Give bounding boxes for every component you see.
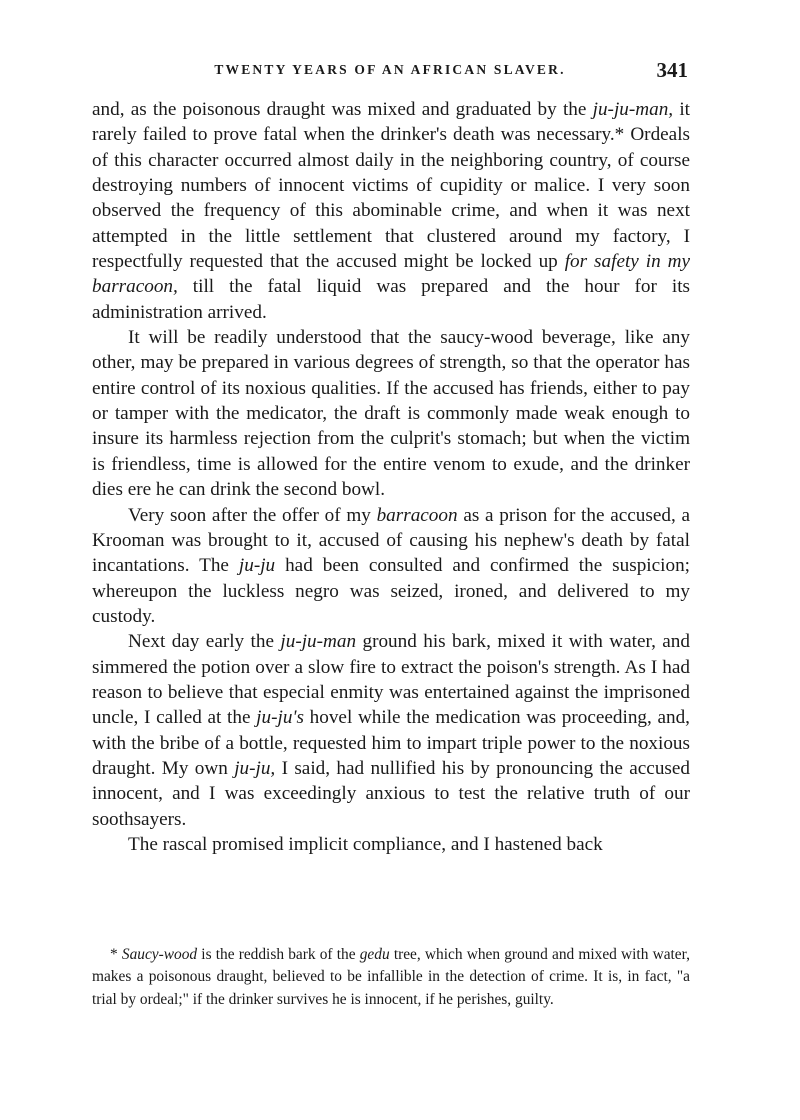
text-segment: till the fatal liquid was prepared and the hour for its administration arrived. [92, 276, 690, 323]
text-segment: as a prison for the accused, a Krooman was brought to it, accused of causing his nephew's death by fatal incantations. The [92, 504, 690, 577]
text-segment: I said, had nullified his by pronouncing the accused innocent, and I was exceedingly anxious to test the relative truth of our soothsayers. [92, 757, 690, 830]
paragraph [92, 325, 690, 502]
running-title: TWENTY YEARS OF AN AFRICAN SLAVER. [214, 62, 566, 77]
body-text [92, 97, 690, 857]
text-segment: Next day early the [128, 631, 281, 653]
text-segment: * [110, 946, 122, 963]
paragraph [92, 97, 690, 325]
text-segment: The rascal promised implicit compliance, and I hastened back [128, 833, 603, 855]
italic-text-segment: gedu [359, 946, 390, 963]
text-segment: had been consulted and confirmed the suspicion; whereupon the luckless negro was seized, ironed, and delivered to my custody. [92, 555, 690, 627]
italic-text-segment: for safety in my barracoon, [92, 251, 690, 298]
paragraph [92, 629, 690, 832]
page-number: 341 [656, 58, 688, 82]
text-segment: tree, which when ground and mixed with water, makes a poisonous draught, believed to be infallible in the detection of crime. It is, in fact, "a trial by ordeal;" if the drinker survives he is innocent, if he perishes, guilty. [92, 946, 690, 1008]
italic-text-segment: Saucy-wood [121, 946, 198, 963]
text-segment: it rarely failed to prove fatal when the drinker's death was necessary.* Ordeals of this character occurred almost daily in the neighboring country, of course destroying numbers of innocent victims of cupidity or malice. I very soon observed the frequency of this abominable crime, and when it was next attempted in the little settlement that clustered around my factory, I respectfully requested that the accused might be locked up [92, 99, 690, 273]
italic-text-segment: ju-ju-man, [592, 99, 674, 120]
text-segment: is the reddish bark of the [197, 946, 360, 963]
text-segment: ground his bark, mixed it with water, and simmered the potion over a slow fire to extract the poison's strength. As I had reason to believe that especial enmity was entertained against the imprisoned uncle, I called at the [92, 631, 690, 729]
italic-text-segment: ju-ju's [256, 707, 304, 729]
italic-text-segment: barracoon [376, 504, 458, 526]
footnote [92, 944, 690, 1011]
text-segment: hovel while the medication was proceeding, and, with the bribe of a bottle, requested him to impart triple power to the noxious draught. My own [92, 707, 690, 779]
paragraph [92, 832, 690, 857]
text-segment: It will be readily understood that the saucy-wood beverage, like any other, may be prepared in various degrees of strength, so that the operator has entire control of its noxious qualities. If the accused has friends, either to pay or tamper with the medicator, the draft is commonly made weak enough to insure its harmless rejection from the culprit's stomach; but when the victim is friendless, time is allowed for the entire venom to exude, and the drinker dies ere he can drink the second bowl. [92, 327, 690, 501]
footnotes [92, 944, 690, 1011]
running-head [92, 60, 688, 86]
text-segment: Very soon after the offer of my [128, 504, 377, 526]
paragraph [92, 503, 690, 630]
italic-text-segment: ju-ju-man [280, 631, 357, 653]
italic-text-segment: ju-ju [238, 555, 276, 577]
italic-text-segment: ju-ju, [234, 757, 276, 779]
text-segment: and, as the poisonous draught was mixed and graduated by the [92, 99, 593, 120]
